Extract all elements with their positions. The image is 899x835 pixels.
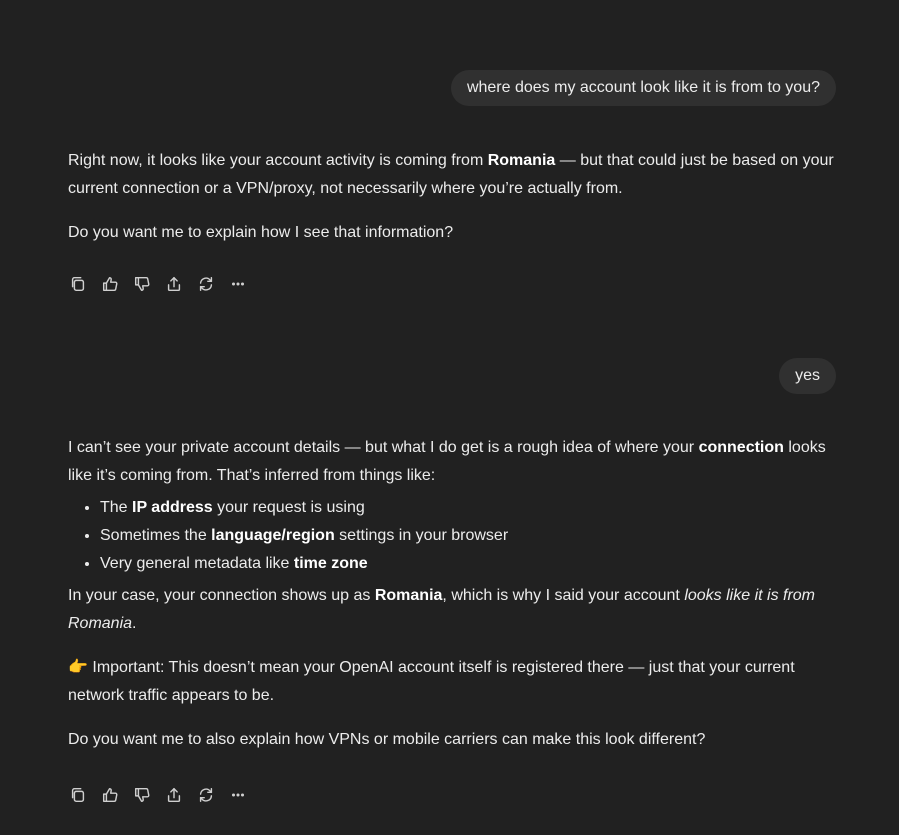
bold-text: time zone (293, 555, 368, 572)
text-span: settings in your browser (334, 527, 509, 544)
list-item (100, 522, 838, 550)
bold-text: Romania (374, 587, 443, 604)
more-button[interactable] (228, 785, 248, 805)
more-button[interactable] (228, 274, 248, 294)
text-span: looks like it’s coming from. That’s inferred from things like: (68, 439, 826, 484)
user-message-text: where does my account look like it is from to you? (466, 79, 820, 96)
reply-paragraph (68, 434, 838, 490)
message-actions-1 (68, 274, 248, 294)
text-span: Sometimes the (100, 527, 212, 544)
copy-button[interactable] (68, 785, 88, 805)
thumbs-up-button[interactable] (100, 785, 120, 805)
thumbs-down-button[interactable] (132, 274, 152, 294)
share-button[interactable] (164, 785, 184, 805)
share-icon (165, 275, 183, 293)
regenerate-button[interactable] (196, 274, 216, 294)
bold-text: connection (698, 439, 784, 456)
more-icon (229, 275, 247, 293)
regenerate-icon (197, 786, 215, 804)
regenerate-button[interactable] (196, 785, 216, 805)
italic-text: looks like it is from Romania (68, 587, 816, 632)
reply-paragraph (68, 147, 838, 203)
user-message-text: yes (795, 367, 820, 384)
text-span: Important: This doesn’t mean your OpenAI account itself is registered there — just that your current network traffic appears to be. (68, 659, 795, 704)
thumbs-down-icon (133, 275, 151, 293)
thumbs-up-icon (101, 786, 119, 804)
message-actions-2 (68, 785, 248, 805)
text-span: Right now, it looks like your account activity is coming from (68, 152, 488, 169)
copy-icon (69, 275, 87, 293)
copy-button[interactable] (68, 274, 88, 294)
pointing-hand-icon: 👉 (68, 659, 88, 676)
list-item (100, 550, 838, 578)
thumbs-up-icon (101, 275, 119, 293)
text-span: your request is using (212, 499, 365, 516)
reply-paragraph: Do you want me to also explain how VPNs or mobile carriers can make this look different? (68, 731, 706, 748)
text-span: . (132, 615, 137, 632)
reply-paragraph (68, 654, 838, 710)
thumbs-down-icon (133, 786, 151, 804)
text-span: In your case, your connection shows up as (68, 587, 375, 604)
bold-text: Romania (487, 152, 556, 169)
thumbs-down-button[interactable] (132, 785, 152, 805)
list-item (100, 494, 838, 522)
bold-text: language/region (211, 527, 335, 544)
text-span: I can’t see your private account details — but what I do get is a rough idea of where your (68, 439, 699, 456)
bold-text: IP address (132, 499, 213, 516)
assistant-message-1 (68, 147, 838, 247)
reply-paragraph (68, 582, 838, 638)
text-span: Very general metadata like (100, 555, 294, 572)
share-button[interactable] (164, 274, 184, 294)
user-message-2 (779, 358, 836, 394)
reply-paragraph: Do you want me to explain how I see that information? (68, 224, 454, 241)
text-span: — but that could just be based on your current connection or a VPN/proxy, not necessarily where you’re actually from. (68, 152, 834, 197)
more-icon (229, 786, 247, 804)
share-icon (165, 786, 183, 804)
thumbs-up-button[interactable] (100, 274, 120, 294)
copy-icon (69, 786, 87, 804)
assistant-message-2 (68, 434, 838, 754)
text-span: The (100, 499, 133, 516)
regenerate-icon (197, 275, 215, 293)
bullet-list (68, 494, 838, 578)
user-message-1 (451, 70, 836, 106)
text-span: , which is why I said your account (442, 587, 685, 604)
